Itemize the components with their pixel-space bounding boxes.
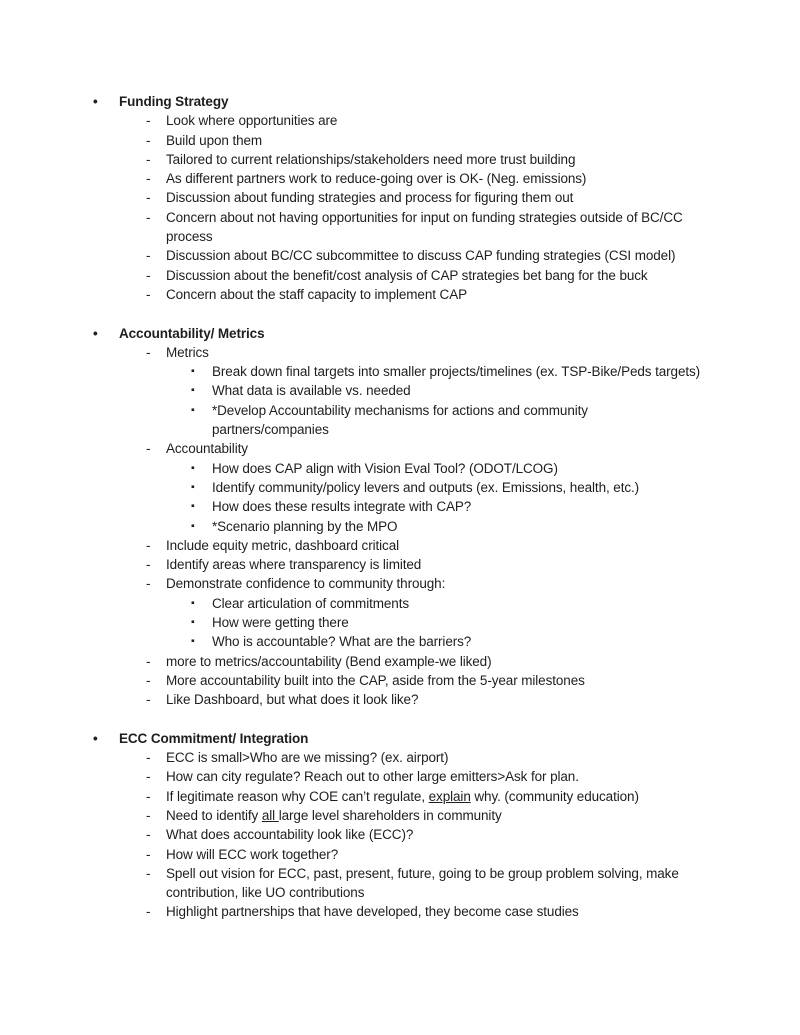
list-item-text: Look where opportunities are (166, 113, 338, 129)
list-item-text: Break down final targets into smaller projects/timelines (ex. TSP-Bike/Peds targets) (212, 364, 701, 380)
dash-icon: - (146, 248, 151, 264)
list-item-text: Metrics (166, 344, 209, 360)
list-item (93, 459, 743, 478)
dash-icon: - (146, 576, 151, 592)
square-bullet-icon: ▪ (191, 480, 195, 493)
dash-icon: - (146, 788, 151, 804)
plain-text: why. (community education) (470, 788, 639, 804)
dash-icon: - (146, 653, 151, 669)
list-item-text: How does these results integrate with CAP? (212, 499, 472, 515)
plain-text: Need to identify (166, 807, 262, 823)
list-item-text: Discussion about the benefit/cost analysis of CAP strategies bet bang for the buck (166, 267, 648, 283)
list-item-text: More accountability built into the CAP, aside from the 5-year milestones (166, 672, 585, 688)
list-item-text: How does CAP align with Vision Eval Tool? (ODOT/LCOG) (212, 460, 558, 476)
dash-icon: - (146, 557, 151, 573)
square-bullet-icon: ▪ (191, 384, 195, 397)
underlined-text: all (261, 807, 279, 823)
list-item-text: Highlight partnerships that have developed, they become case studies (166, 904, 579, 920)
list-item (93, 188, 743, 207)
list-item-text: Identify areas where transparency is limited (166, 557, 422, 573)
list-item (93, 845, 743, 864)
list-item (93, 381, 743, 400)
plain-text: If legitimate reason why COE can’t regulate, (166, 788, 429, 804)
list-item-text: Concern about not having opportunities for input on funding strategies outside of BC/CC process (166, 209, 683, 245)
section-funding-strategy (93, 92, 743, 304)
list-item-text: Demonstrate confidence to community through: (166, 576, 446, 592)
list-item (93, 902, 743, 921)
square-bullet-icon: ▪ (191, 365, 195, 378)
list-item (93, 787, 743, 806)
dash-icon: - (146, 807, 151, 823)
dash-icon: - (146, 286, 151, 302)
list-item-text (93, 806, 743, 825)
section-title: Funding Strategy (119, 94, 229, 109)
dash-icon: - (146, 692, 151, 708)
section-heading-row (93, 92, 743, 111)
section-title: Accountability/ Metrics (119, 325, 265, 341)
dash-icon: - (146, 846, 151, 862)
list-item-text (93, 787, 743, 806)
list-item-text: Concern about the staff capacity to implement CAP (166, 286, 468, 302)
dash-icon: - (146, 865, 151, 881)
list-item (93, 632, 743, 651)
list-item (93, 150, 743, 169)
dash-icon: - (146, 190, 151, 206)
list-item (93, 362, 743, 381)
section-ecc-commitment-integration (93, 729, 743, 922)
list-item (93, 767, 743, 786)
list-item-text: Tailored to current relationships/stakeholders need more trust building (166, 151, 576, 167)
list-item (93, 266, 743, 285)
dash-icon: - (146, 769, 151, 785)
list-item (93, 208, 743, 247)
list-item (93, 439, 743, 458)
square-bullet-icon: ▪ (191, 461, 195, 474)
list-item (93, 690, 743, 709)
bullet-icon: • (93, 730, 98, 746)
list-item-text: Like Dashboard, but what does it look like? (166, 692, 419, 708)
list-item (93, 748, 743, 767)
dash-icon: - (146, 209, 151, 225)
list-item-text: ECC is small>Who are we missing? (ex. airport) (166, 750, 449, 766)
dash-icon: - (146, 113, 151, 129)
square-bullet-icon: ▪ (191, 519, 195, 532)
list-item-text: Accountability (166, 441, 248, 457)
list-item-text: Discussion about funding strategies and process for figuring them out (166, 190, 574, 206)
list-item-text: How were getting there (212, 615, 349, 631)
list-item-text: How can city regulate? Reach out to other large emitters>Ask for plan. (166, 769, 579, 785)
dash-icon: - (146, 344, 151, 360)
list-item-text: What data is available vs. needed (212, 383, 411, 399)
list-item-text: *Scenario planning by the MPO (212, 518, 398, 534)
dash-icon: - (146, 537, 151, 553)
list-item (93, 285, 743, 304)
list-item-text: *Develop Accountability mechanisms for actions and community partners/companies (212, 402, 588, 438)
list-item (93, 555, 743, 574)
dash-icon: - (146, 151, 151, 167)
underlined-text: explain (428, 788, 471, 804)
list-item (93, 825, 743, 844)
bullet-icon: • (93, 94, 98, 109)
square-bullet-icon: ▪ (191, 635, 195, 648)
list-item-text: How will ECC work together? (166, 846, 339, 862)
list-item (93, 806, 743, 825)
square-bullet-icon: ▪ (191, 616, 195, 629)
plain-text: large level shareholders in community (278, 807, 502, 823)
list-item-text: Include equity metric, dashboard critical (166, 537, 400, 553)
list-item-text: Identify community/policy levers and outputs (ex. Emissions, health, etc.) (212, 479, 640, 495)
list-item-text: Discussion about BC/CC subcommittee to discuss CAP funding strategies (CSI model) (166, 248, 676, 264)
list-item (93, 246, 743, 265)
list-item (93, 864, 743, 903)
list-item (93, 574, 743, 593)
list-item-text: Who is accountable? What are the barriers? (212, 634, 472, 650)
list-item (93, 594, 743, 613)
list-item (93, 131, 743, 150)
list-item-text: Clear articulation of commitments (212, 595, 410, 611)
list-item-text: more to metrics/accountability (Bend example-we liked) (166, 653, 492, 669)
list-item (93, 536, 743, 555)
section-heading-row (93, 729, 743, 748)
dash-icon: - (146, 904, 151, 920)
list-item (93, 671, 743, 690)
document-content (93, 92, 743, 922)
dash-icon: - (146, 267, 151, 283)
list-item (93, 111, 743, 130)
dash-icon: - (146, 672, 151, 688)
square-bullet-icon: ▪ (191, 403, 195, 416)
list-item (93, 343, 743, 362)
list-item-text: Spell out vision for ECC, past, present, future, going to be group problem solving, make contribution, like UO contributions (166, 865, 679, 901)
list-item (93, 517, 743, 536)
square-bullet-icon: ▪ (191, 596, 195, 609)
dash-icon: - (146, 132, 151, 148)
section-title: ECC Commitment/ Integration (119, 730, 309, 746)
list-item (93, 401, 743, 440)
square-bullet-icon: ▪ (191, 500, 195, 513)
list-item (93, 497, 743, 516)
list-item-text: What does accountability look like (ECC)? (166, 827, 414, 843)
dash-icon: - (146, 171, 151, 187)
list-item (93, 169, 743, 188)
dash-icon: - (146, 827, 151, 843)
list-item (93, 613, 743, 632)
bullet-icon: • (93, 325, 98, 341)
section-heading-row (93, 324, 743, 343)
list-item-text: As different partners work to reduce-going over is OK- (Neg. emissions) (166, 171, 587, 187)
list-item (93, 478, 743, 497)
dash-icon: - (146, 441, 151, 457)
section-accountability-metrics (93, 324, 743, 710)
list-item-text: Build upon them (166, 132, 263, 148)
list-item (93, 652, 743, 671)
dash-icon: - (146, 750, 151, 766)
